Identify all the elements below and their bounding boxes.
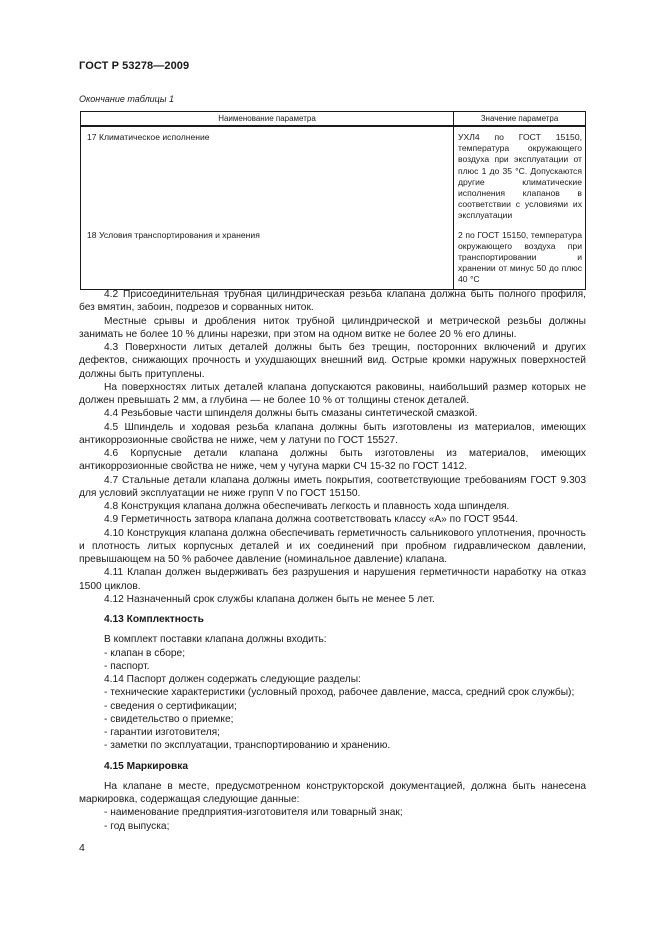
paragraph-4-4: 4.4 Резьбовые части шпинделя должны быть смазаны синтетической смазкой. [104,408,478,420]
column-header-name: Наименование параметра [81,112,454,127]
list-item: - паспорт. [104,660,150,672]
list-item: - год выпуска; [104,820,170,832]
document-body [79,288,586,833]
paragraph-4-3: 4.3 Поверхности литых деталей должны быть без трещин, посторонних включений и других дефектов, снижающих прочность и ухудшающих внешний вид. Острые кромки наружных поверхностей должны быть притуплены. [79,342,586,380]
list-item: - технические характеристики (условный проход, рабочее давление, масса, средний срок службы); [104,687,575,699]
parameter-value: 2 по ГОСТ 15150, температура окружающего воздуха при транспортировании и хранении от минус 50 до плюс 40 °С [454,225,586,290]
paragraph-4-2: 4.2 Присоединительная трубная цилиндрическая резьба клапана должна быть полного профиля, без вмятин, забоин, подрезов и сорванных ниток. [79,289,586,314]
paragraph-4-9: 4.9 Герметичность затвора клапана должна соответствовать классу «А» по ГОСТ 9544. [104,514,519,526]
section-4-15-intro: На клапане в месте, предусмотренном конструкторской документацией, должна быть нанесена маркировка, содержащая следующие данные: [79,780,586,805]
list-item: - свидетельство о приемке; [104,713,234,725]
parameter-value: УХЛ4 по ГОСТ 15150, температура окружающего воздуха при эксплуатации от плюс 1 до 35 °С. Допускаются другие климатические исполнения клапанов в соответствии с условиями их эксплуатации [454,126,586,225]
parameters-table [80,111,586,290]
paragraph-4-5: 4.5 Шпиндель и ходовая резьба клапана должны быть изготовлены из материалов, имеющих антикоррозионные свойства не ниже, чем у латуни по ГОСТ 15527. [79,421,586,446]
list-item: - наименование предприятия-изготовителя или товарный знак; [104,807,403,819]
paragraph-4-12: 4.12 Назначенный срок службы клапана должен быть не менее 5 лет. [104,593,435,605]
parameter-name: 18 Условия транспортирования и хранения [81,225,454,290]
paragraph-4-2-note: Местные срывы и дробления ниток трубной цилиндрической и метрической резьбы должны занимать не более 10 % длины нарезки, при этом на одном витке не более 20 % его длины. [79,315,586,340]
standard-header: ГОСТ Р 53278—2009 [79,60,190,72]
paragraph-4-6: 4.6 Корпусные детали клапана должны быть изготовлены из материалов, имеющих антикоррозионные свойства не ниже, чем у чугуна марки СЧ 15-32 по ГОСТ 1412. [79,448,586,473]
section-4-13-intro: В комплект поставки клапана должны входить: [104,634,327,646]
section-heading-4-13: 4.13 Комплектность [104,614,204,625]
table-row [81,126,586,225]
table-caption: Окончание таблицы 1 [79,94,174,104]
paragraph-4-14: 4.14 Паспорт должен содержать следующие разделы: [104,674,361,685]
paragraph-4-8: 4.8 Конструкция клапана должна обеспечивать легкость и плавность хода шпинделя. [104,501,510,512]
page-number: 4 [79,842,85,854]
list-item: - клапан в сборе; [104,647,186,659]
list-item: - сведения о сертификации; [104,700,237,712]
parameter-name: 17 Климатическое исполнение [81,126,454,225]
column-header-value: Значение параметра [454,112,586,127]
table-header-row [81,112,586,127]
paragraph-4-7: 4.7 Стальные детали клапана должны иметь покрытия, соответствующие требованиям ГОСТ 9.303 для условий эксплуатации не ниже групп V по ГОСТ 15150. [79,474,586,499]
list-item: - заметки по эксплуатации, транспортированию и хранению. [104,740,391,752]
section-heading-4-15: 4.15 Маркировка [104,760,188,772]
list-item: - гарантии изготовителя; [104,727,221,738]
paragraph-4-11: 4.11 Клапан должен выдерживать без разрушения и нарушения герметичности наработку на отказ 1500 циклов. [79,567,586,592]
table-row [81,225,586,290]
paragraph-4-3-note: На поверхностях литых деталей клапана допускаются раковины, наибольший размер которых не должен превышать 2 мм, а глубина — не более 10 % от толщины стенок деталей. [79,381,586,406]
paragraph-4-10: 4.10 Конструкция клапана должна обеспечивать герметичность сальникового уплотнения, прочность и плотность литых корпусных деталей и их соединений при пробном гидравлическом давлении, превышающем на 50 % рабочее давление (номинальное давление) клапана. [79,527,586,565]
